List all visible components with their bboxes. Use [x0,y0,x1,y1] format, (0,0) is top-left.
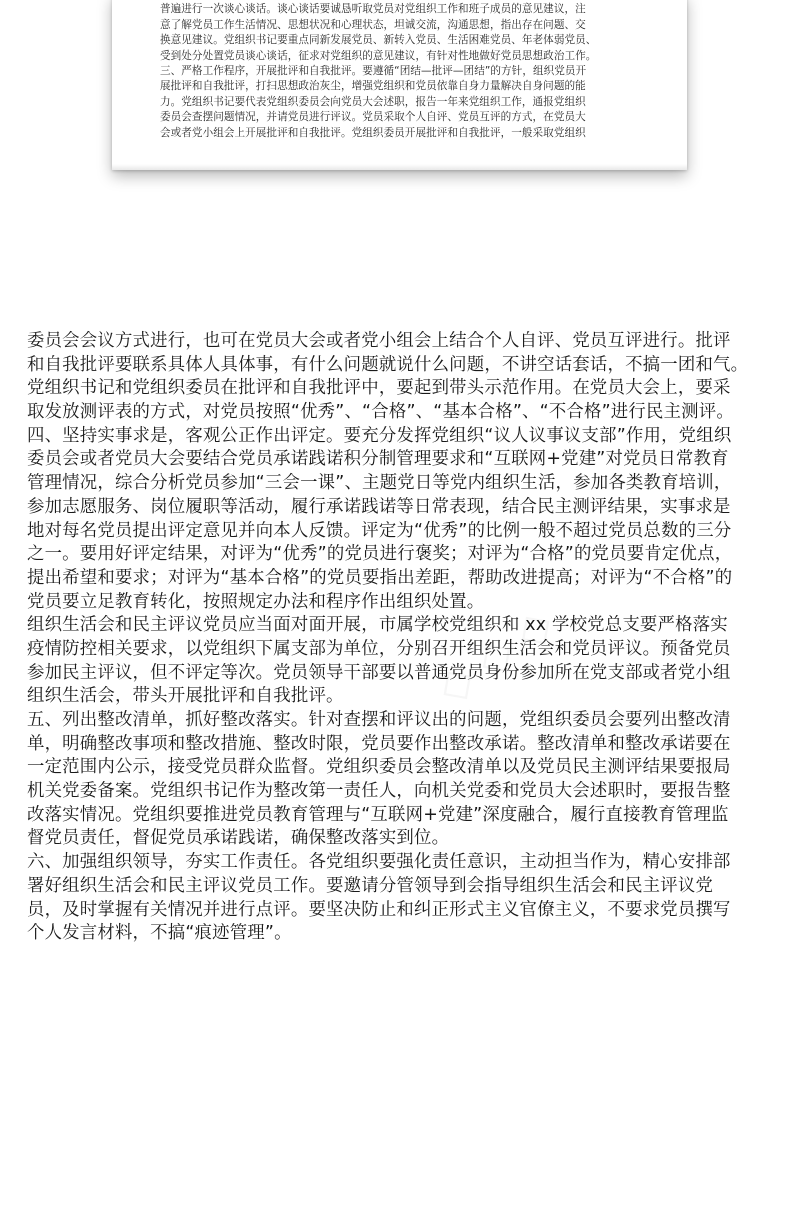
body-line: 四、坚持实事求是，客观公正作出评定。要充分发挥党组织“议人议事议支部”作用，党组织 [27,425,732,446]
body-line: 督党员责任，督促党员承诺践诺，确保整改落实到位。 [27,828,450,849]
body-line: 党组织书记和党组织委员在批评和自我批评中，要起到带头示范作用。在党员大会上，要采 [27,378,731,399]
body-line: 员，及时掌握有关情况并进行点评。要坚决防止和纠正形式主义官僚主义，不要求党员撰写 [27,899,731,920]
preview-line: 受到处分处置党员谈心谈话，征求对党组织的意见建议，有针对性地做好党员思想政治工作。 [160,49,597,62]
body-line: 机关党委备案。党组织书记作为整改第一责任人，向机关党委和党员大会述职时，要报告整 [27,781,731,802]
body-line: 党员要立足教育转化，按照规定办法和程序作出组织处置。 [27,591,485,612]
page-preview-card [112,0,687,170]
body-line: 参加志愿服务、岗位履职等活动，履行承诺践诺等日常表现，结合民主测评结果，实事求是 [27,496,731,517]
preview-line: 意了解党员工作生活情况、思想状况和心理状态，坦诚交流，沟通思想，指出存在问题、交 [160,18,586,31]
body-line: 个人发言材料，不搞“痕迹管理”。 [27,923,292,944]
body-line: 管理情况，综合分析党员参加“三会一课”、主题党日等党内组织生活，参加各类教育培训， [27,473,732,494]
body-line: 一定范围内公示，接受党员群众监督。党组织委员会整改清单以及党员民主测评结果要报局 [27,757,731,778]
body-line: 取发放测评表的方式，对党员按照“优秀”、“合格”、“基本合格”、“不合格”进行民主测评。 [27,402,734,423]
body-line: 组织生活会和民主评议党员应当面对面开展，市属学校党组织和 xx 学校党总支要严格落实 [27,615,728,636]
body-line: 疫情防控相关要求，以党组织下属支部为单位，分别召开组织生活会和党员评议。预备党员 [27,638,731,659]
body-line: 之一。要用好评定结果，对评为“优秀”的党员进行褒奖；对评为“合格”的党员要肯定优点， [27,544,733,565]
body-line: 组织生活会，带头开展批评和自我批评。 [27,686,344,707]
body-line: 改落实情况。党组织要推进党员教育管理与“互联网+党建”深度融合，履行直接教育管理监 [27,804,729,825]
body-line: 单，明确整改事项和整改措施、整改时限，党员要作出整改承诺。整改清单和整改承诺要在 [27,733,731,754]
preview-line: 换意见建议。党组织书记要重点同新发展党员、新转入党员、生活困难党员、年老体弱党员、 [160,34,597,47]
body-line: 地对每名党员提出评定意见并向本人反馈。评定为“优秀”的比例一般不超过党员总数的三分 [27,520,732,541]
body-line: 署好组织生活会和民主评议党员工作。要邀请分管领导到会指导组织生活会和民主评议党 [27,875,714,896]
body-line: 和自我批评要联系具体人具体事，有什么问题就说什么问题，不讲空话套话，不搞一团和气。 [27,354,749,375]
body-line: 参加民主评议，但不评定等次。党员领导干部要以普通党员身份参加所在党支部或者党小组 [27,662,731,683]
body-line: 六、加强组织领导，夯实工作责任。各党组织要强化责任意识，主动担当作为，精心安排部 [27,852,731,873]
preview-line: 展批评和自我批评，打扫思想政治灰尘，增强党组织和党员依靠自身力量解决自身问题的能 [160,80,586,93]
body-line: 委员会或者党员大会要结合党员承诺践诺积分制管理要求和“互联网+党建”对党员日常教育 [27,449,729,470]
body-line: 五、列出整改清单，抓好整改落实。针对查摆和评议出的问题，党组织委员会要列出整改清 [27,710,731,730]
document-body [27,330,779,946]
preview-text-block [160,0,652,141]
preview-line: 三、严格工作程序，开展批评和自我批评。要遵循“团结—批评—团结”的方针，组织党员开 [160,64,587,77]
body-line: 提出希望和要求；对评为“基本合格”的党员要指出差距，帮助改进提高；对评为“不合格”的 [27,567,733,588]
preview-line: 力。党组织书记要代表党组织委员会向党员大会述职，报告一年来党组织工作，通报党组织 [160,95,586,108]
preview-line: 委员会查摆问题情况，并请党员进行评议。党员采取个人自评、党员互评的方式，在党员大 [160,111,586,124]
preview-line: 普遍进行一次谈心谈话。谈心谈话要诚恳听取党员对党组织工作和班子成员的意见建议，注 [160,3,586,16]
body-line: 委员会会议方式进行，也可在党员大会或者党小组会上结合个人自评、党员互评进行。批评 [27,331,731,351]
preview-line: 会或者党小组会上开展批评和自我批评。党组织委员开展批评和自我批评，一般采取党组织 [160,126,586,139]
